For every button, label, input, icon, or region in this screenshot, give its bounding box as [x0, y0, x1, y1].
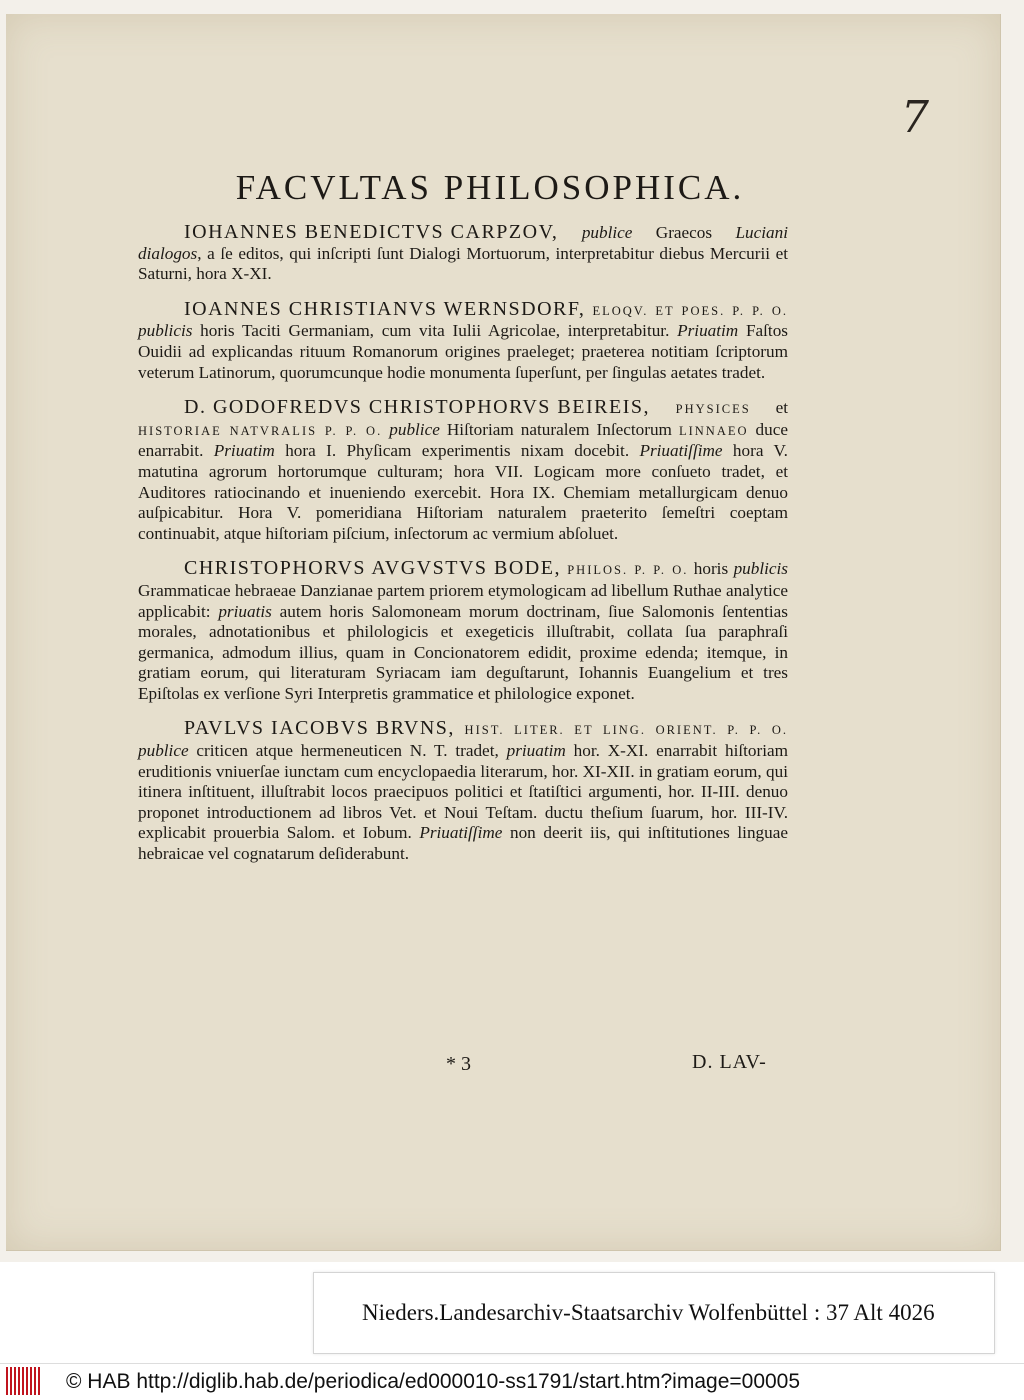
- entry-text-run: , a ſe editos, qui inſcripti ſunt Dialogi Mortuorum, interpretabitur diebus Mercurii et Saturni, hora X-XI.: [138, 243, 788, 284]
- italic-term: Luciani dialogos: [138, 223, 788, 263]
- page-content: [138, 168, 788, 879]
- course-entry: [138, 718, 788, 864]
- academic-title: ELOQV. ET POES. P. P. O.: [585, 303, 788, 318]
- entry-text-run: horis Taciti Germaniam, cum vita Iulii Agricolae, interpretabitur.: [192, 321, 678, 341]
- entry-text-run: Faſtos Ouidii ad explicandas rituum Romanorum origines praeleget; praeterea notitiam ſcriptorum veterum Latinorum, quorumcunque hodie monumenta ſuperſunt, per ſingulas aetates tradet.: [138, 321, 788, 382]
- entry-text-run: hora I. Phyſicam experimentis nixam docebit.: [274, 441, 640, 461]
- italic-term: publice: [581, 223, 633, 242]
- professor-name: D. GODOFREDVS CHRISTOPHORVS BEIREIS,: [184, 396, 650, 419]
- italic-term: priuatis: [218, 601, 272, 621]
- entry-text: [138, 222, 788, 285]
- entry-text-run: horis: [688, 559, 734, 579]
- course-entry: [138, 558, 788, 704]
- entry-text-run: et: [750, 398, 789, 418]
- course-entries: [138, 222, 788, 865]
- entry-text: [138, 397, 788, 544]
- entry-text: [138, 558, 788, 704]
- italic-term: publicis: [138, 321, 193, 341]
- entry-text-run: criticen atque hermeneuticen N. T. tradet,: [188, 741, 507, 761]
- entry-text: [138, 718, 788, 864]
- barcode-icon: [6, 1367, 42, 1395]
- italic-term: Priuatim: [213, 441, 275, 461]
- italic-term: publicis: [733, 559, 788, 579]
- italic-term: Priuatiſſime: [419, 823, 503, 843]
- academic-title: LINNAEO: [678, 423, 749, 438]
- entry-text-run: [558, 223, 581, 242]
- academic-title: HISTORIAE NATVRALIS P. P. O.: [138, 423, 383, 438]
- course-entry: [138, 397, 788, 544]
- page-number: 7: [901, 92, 929, 143]
- archive-label-box: [313, 1272, 995, 1354]
- entry-text-run: duce enarrabit.: [138, 419, 789, 461]
- footer-bar: [0, 1363, 1024, 1400]
- italic-term: publice: [389, 419, 440, 439]
- entry-text-run: Hiſtoriam naturalem Inſectorum: [439, 419, 679, 439]
- page-title: FACVLTAS PHILOSOPHICA.: [235, 168, 745, 207]
- italic-term: Priuatim: [677, 321, 739, 341]
- italic-term: publice: [138, 741, 189, 761]
- professor-name: IOANNES CHRISTIANVS WERNSDORF,: [184, 297, 586, 320]
- catchword: D. LAV-: [692, 1051, 767, 1073]
- italic-term: priuatim: [506, 741, 566, 761]
- archive-label: Nieders.Landesarchiv-Staatsarchiv Wolfenbüttel : 37 Alt 4026: [362, 1300, 935, 1325]
- professor-name: IOHANNES BENEDICTVS CARPZOV,: [184, 221, 559, 243]
- professor-name: CHRISTOPHORVS AVGVSTVS BODE,: [184, 557, 561, 580]
- entry-text-run: Grammaticae hebraeae Danzianae partem priorem etymologicam ad libellum Ruthae analytice applicabit:: [138, 580, 788, 621]
- academic-title: PHYSICES: [649, 402, 751, 417]
- course-entry: [138, 299, 788, 383]
- professor-name: PAVLVS IACOBVS BRVNS,: [184, 717, 455, 740]
- entry-text-run: non deerit iis, qui inſtitutiones linguae hebraicae vel cognatarum deſiderabunt.: [138, 823, 788, 864]
- entry-text-run: hor. X-XI. enarrabit hiſtoriam eruditionis vniuerſae iunctam cum encyclopaedia literarum, hor. XI-XII. in gratiam eorum, qui itinera inſtituent, illuſtrabit locos praecipuos politici et ſtatiſtici argumenti, hor. II-III. denuo proponet introductionem ad libros Vet. et Noui Teſtam. ductu theſium ſuarum, hor. III-IV. explicabit prouerbia Salom. et Iobum.: [138, 741, 788, 843]
- course-entry: [138, 222, 788, 285]
- italic-term: Priuatiſſime: [639, 441, 723, 461]
- entry-text-run: Graecos: [632, 223, 736, 242]
- entry-text: [138, 299, 788, 383]
- academic-title: PHILOS. P. P. O.: [560, 563, 689, 578]
- hab-permalink[interactable]: © HAB http://diglib.hab.de/periodica/ed000010-ss1791/start.htm?image=00005: [66, 1370, 801, 1393]
- entry-text-run: hora V. matutina agrorum hortorumque culturam; hora VII. Logicam more conſueto tradet, et Auditores ratiocinando et inueniendo exercebit. Hora IX. Chemiam metallurgicam denuo auſpicabitur. Hora V. pomeridiana Hiſtoriam naturalem praeterito ſemeſtri coeptam continuabit, atque hiſtoriam piſcium, inſectorum ac vermium abſoluet.: [138, 441, 788, 543]
- signature-mark: * 3: [446, 1053, 471, 1075]
- entry-text-run: autem horis Salomoneam morum doctrinam, ſiue Salomonis ſententias morales, adnotationibus et philologicis et exegeticis illuſtrabit, collata ſua paraphraſi germanica, admodum illius, quam in Concionatorem edidit, proxime edenda; itemque, in gratiam eorum, qui literaturam Syriacam iam deguſtarunt, Iohannis Euangelium et tres Epiſtolas ex verſione Syri Interpretis grammatice et philologice exponet.: [138, 601, 788, 703]
- academic-title: HIST. LITER. ET LING. ORIENT. P. P. O.: [454, 723, 788, 738]
